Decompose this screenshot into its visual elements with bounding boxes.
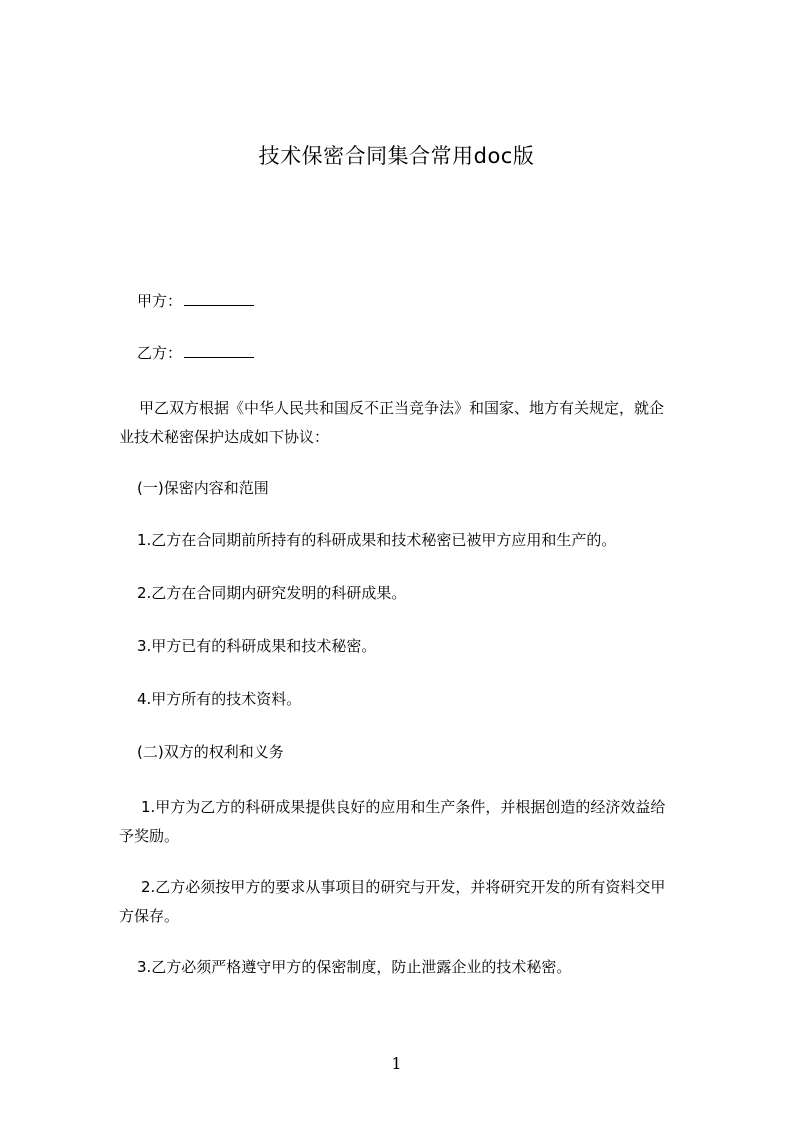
party-a-label: 甲方： [137, 292, 183, 310]
section1-item-2: 2.乙方在合同期内研究发明的科研成果。 [137, 584, 407, 602]
page-number: 1 [391, 1054, 402, 1073]
party-a-line [137, 287, 254, 316]
section2-item-2-line-1: 2.乙方必须按甲方的要求从事项目的研究与开发，并将研究开发的所有资料交甲 [141, 878, 666, 896]
section2-heading: (二)双方的权利和义务 [137, 743, 284, 761]
section1-item-1: 1.乙方在合同期前所持有的科研成果和技术秘密已被甲方应用和生产的。 [137, 531, 617, 549]
section2-item-1-line-1: 1.甲方为乙方的科研成果提供良好的应用和生产条件，并根据创造的经济效益给 [141, 798, 666, 816]
intro-line-2: 业技术秘密保护达成如下协议： [119, 428, 330, 446]
section2-item-1-line-2: 予奖励。 [119, 827, 180, 845]
party-b-label: 乙方： [137, 344, 183, 362]
section2-item-2 [119, 873, 717, 931]
section2-item-2-line-2: 方保存。 [119, 907, 180, 925]
party-b-blank[interactable] [184, 343, 254, 358]
intro-line-1: 甲乙双方根据《中华人民共和国反不正当竞争法》和国家、地方有关规定，就企 [139, 399, 665, 417]
party-b-line [137, 339, 254, 368]
section1-item-3: 3.甲方已有的科研成果和技术秘密。 [137, 637, 377, 655]
document-title: 技术保密合同集合常用doc版 [258, 144, 535, 168]
section2-item-1 [119, 793, 717, 851]
intro-paragraph [119, 394, 717, 452]
section1-item-4: 4.甲方所有的技术资料。 [137, 690, 302, 708]
section1-heading: (一)保密内容和范围 [137, 479, 269, 497]
section2-item-3: 3.乙方必须严格遵守甲方的保密制度，防止泄露企业的技术秘密。 [137, 958, 572, 976]
party-a-blank[interactable] [184, 291, 254, 306]
